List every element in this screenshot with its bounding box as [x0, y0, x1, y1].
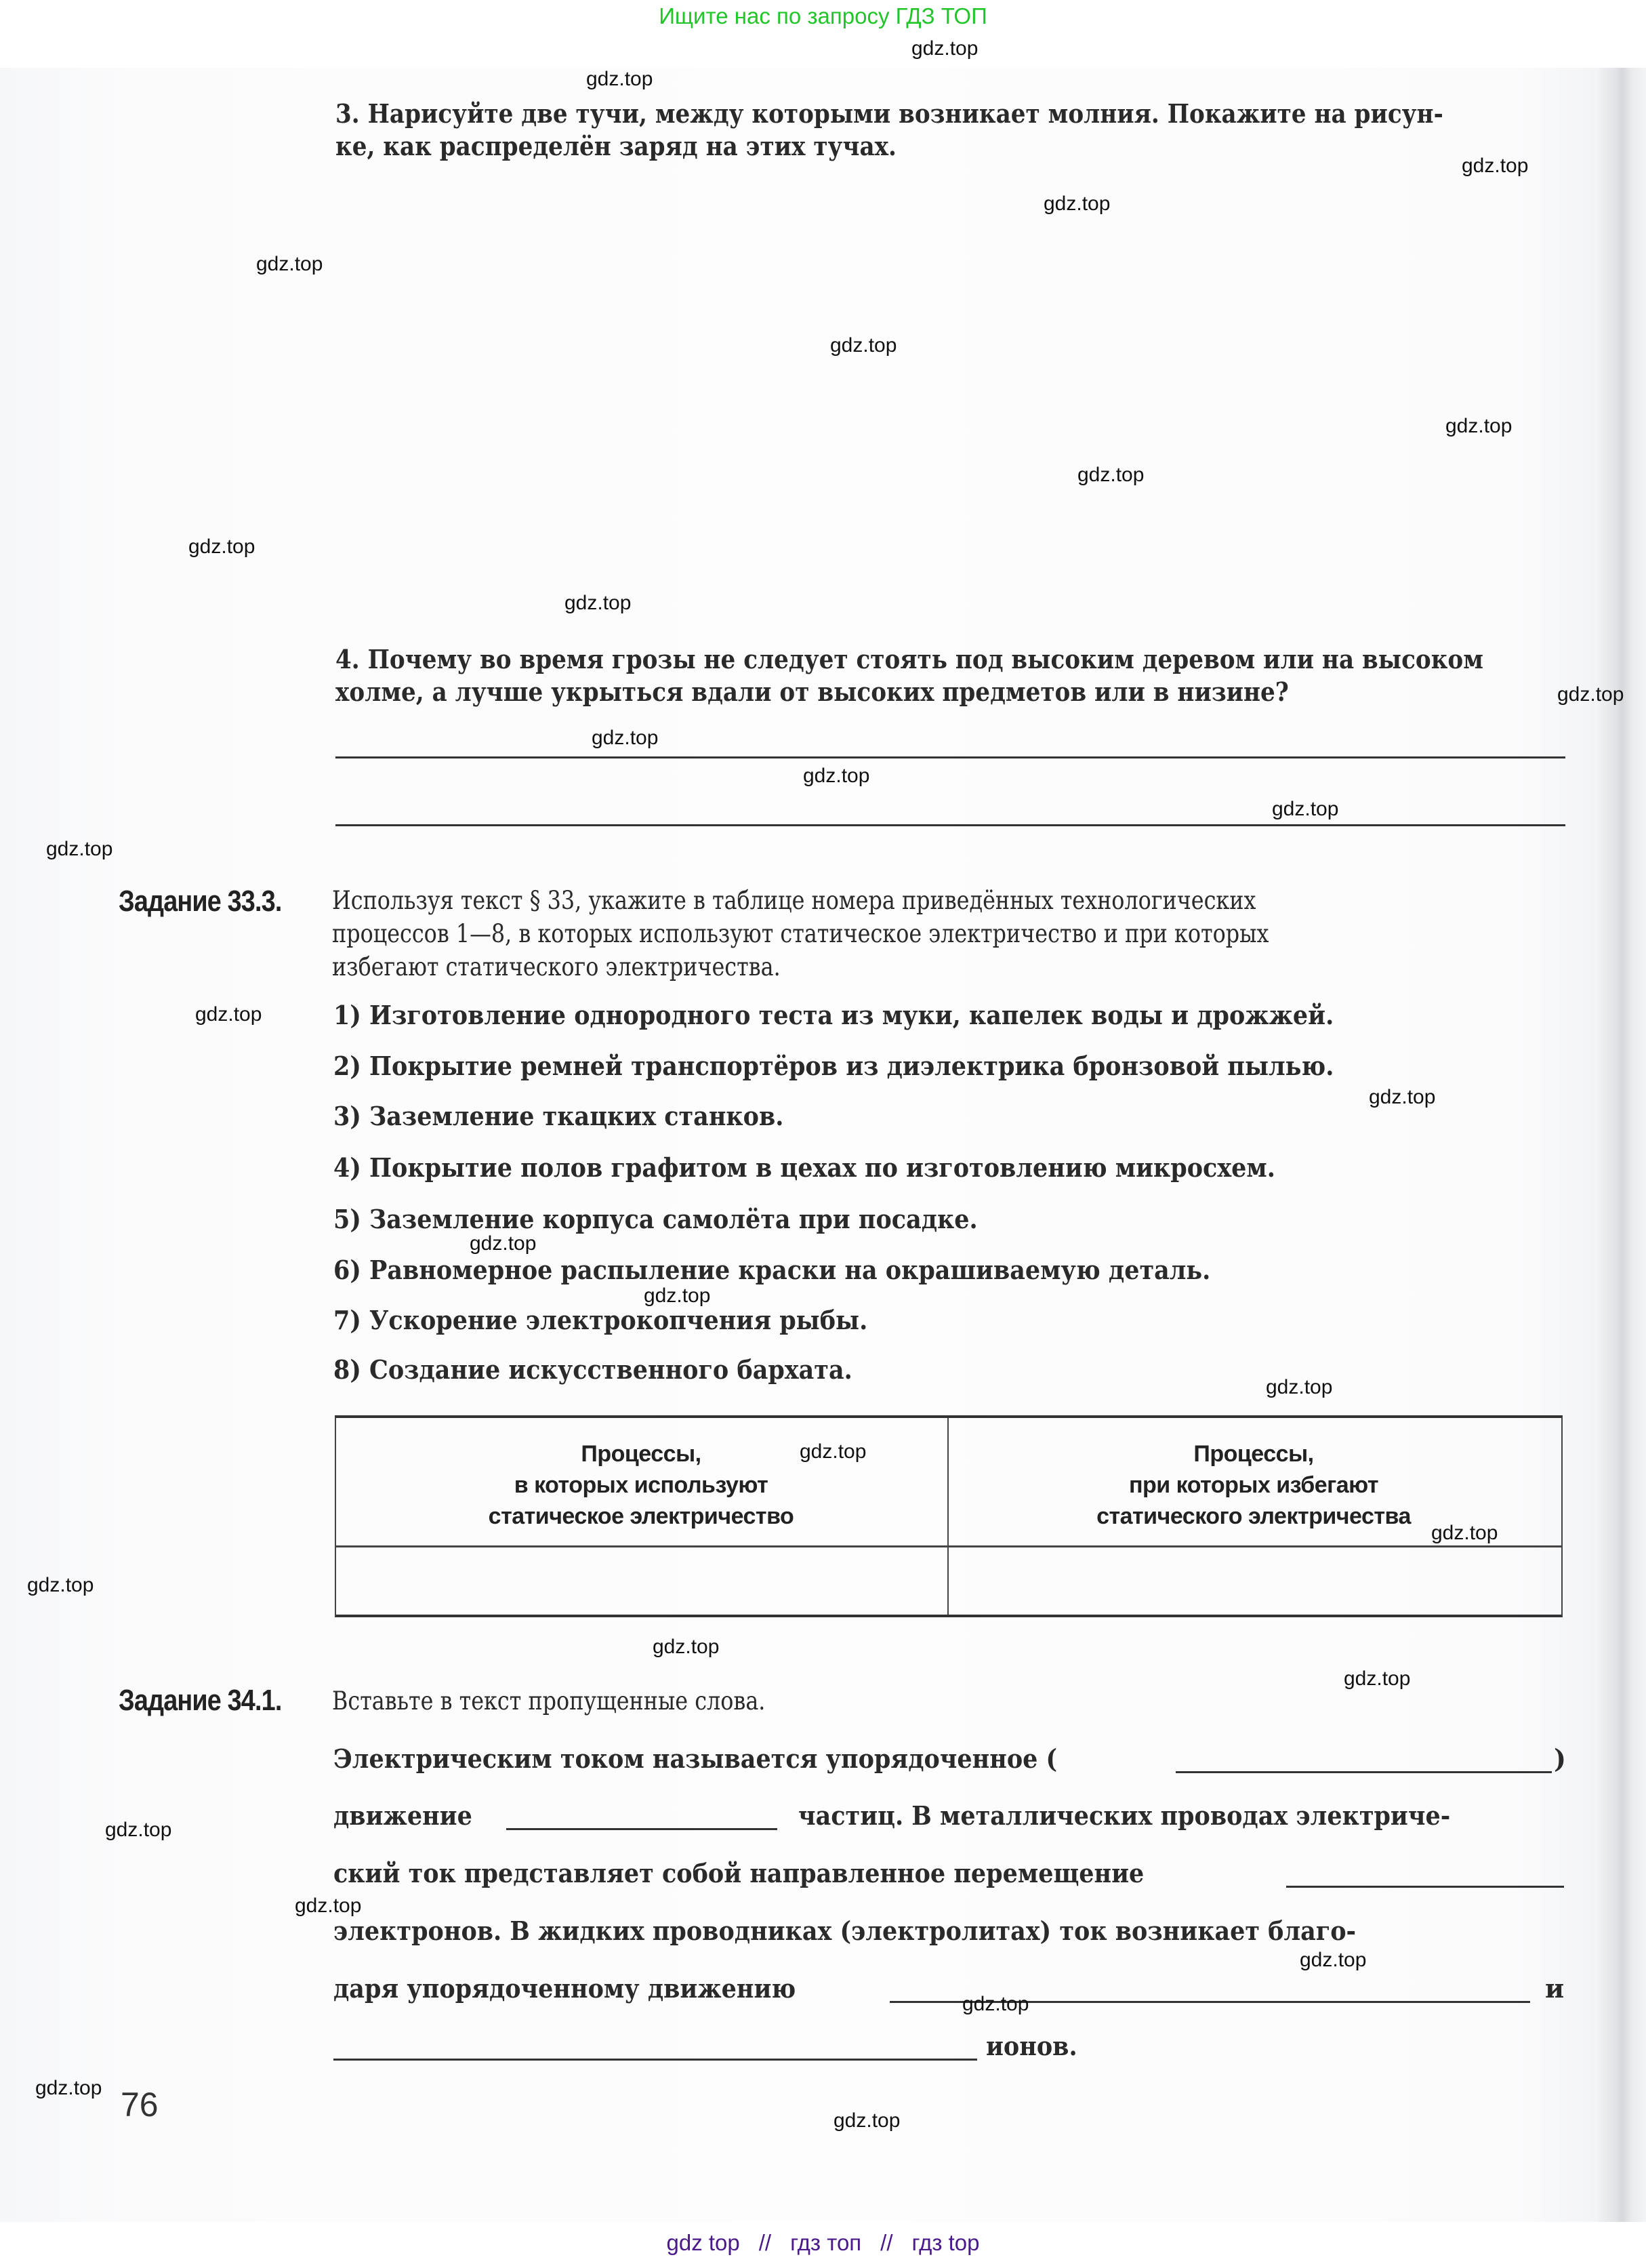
watermark: gdz.top	[1077, 464, 1145, 486]
processes-table	[335, 1415, 1563, 1617]
header-1-line-1: Процессы,	[581, 1441, 701, 1467]
question-4-line-2: холме, а лучше укрыться вдали от высоких предметов или в низине?	[335, 676, 1289, 707]
task-34-1-title: Задание 34.1.	[119, 1684, 282, 1717]
textbook-page	[0, 68, 1646, 2222]
watermark: gdz.top	[1272, 798, 1339, 820]
question-3-line-1: 3. Нарисуйте две тучи, между которыми возникает молния. Покажите на рисун-	[335, 98, 1443, 129]
watermark: gdz.top	[35, 2077, 102, 2099]
process-item-1: 1) Изготовление однородного теста из муки, капелек воды и дрожжей.	[333, 1000, 1334, 1030]
watermark: gdz.top	[195, 1003, 262, 1026]
watermark: gdz.top	[105, 1819, 172, 1841]
watermark: gdz.top	[1369, 1086, 1436, 1108]
table-cell-uses-static[interactable]	[336, 1547, 946, 1615]
footer-separator: //	[758, 2230, 772, 2255]
search-banner: Ищите нас по запросу ГДЗ ТОП	[659, 3, 987, 28]
footer-link-gdz-top[interactable]: gdz top	[666, 2230, 740, 2255]
watermark: gdz.top	[803, 765, 870, 787]
process-item-3: 3) Заземление ткацких станков.	[333, 1101, 784, 1131]
fill-line-2-after: частиц. В металлических проводах электриче-	[798, 1800, 1451, 1831]
task-33-3-instruction-1: Используя текст § 33, укажите в таблице номера приведённых технологических	[332, 886, 1256, 915]
header-2-line-2: при которых избегают	[1128, 1472, 1379, 1498]
watermark: gdz.top	[653, 1636, 720, 1658]
table-cell-avoids-static[interactable]	[949, 1547, 1559, 1615]
process-item-7: 7) Ускорение электрокопчения рыбы.	[333, 1305, 868, 1335]
process-item-5: 5) Заземление корпуса самолёта при посадке.	[333, 1204, 978, 1234]
watermark: gdz.top	[188, 535, 255, 558]
question-4-line-1: 4. Почему во время грозы не следует стоять под высоким деревом или на высоком	[335, 644, 1483, 674]
watermark: gdz.top	[962, 1993, 1029, 2015]
watermark: gdz.top	[564, 592, 632, 614]
fill-line-6-after: ионов.	[986, 2031, 1077, 2061]
task-33-3-instruction-3: избегают статического электричества.	[332, 952, 781, 981]
watermark: gdz.top	[830, 334, 897, 357]
process-item-4: 4) Покрытие полов графитом в цехах по изготовлению микросхем.	[333, 1152, 1275, 1183]
watermark: gdz.top	[1044, 193, 1111, 215]
watermark: gdz.top	[834, 2109, 901, 2132]
watermark: gdz.top	[1300, 1949, 1367, 1971]
header-1-line-2: в которых используют	[514, 1472, 768, 1498]
process-item-6: 6) Равномерное распыление краски на окрашиваемую деталь.	[333, 1255, 1211, 1285]
header-2-line-1: Процессы,	[1193, 1441, 1314, 1467]
watermark: gdz.top	[27, 1574, 94, 1596]
fill-line-3-text: ский ток представляет собой направленное перемещение	[333, 1858, 1145, 1888]
footer-link-gdz-top-mixed[interactable]: гдз top	[911, 2230, 980, 2255]
question-3-line-2: ке, как распределён заряд на этих тучах.	[335, 131, 897, 161]
watermark: gdz.top	[256, 253, 323, 275]
watermark: gdz.top	[586, 68, 653, 90]
fill-line-5-text: даря упорядоченному движению	[333, 1973, 796, 2004]
watermark: gdz.top	[592, 727, 659, 749]
task-34-1-instruction: Вставьте в текст пропущенные слова.	[332, 1686, 766, 1716]
fill-line-2-text: движение	[333, 1800, 472, 1831]
blank-1[interactable]	[1176, 1771, 1552, 1773]
fill-line-5-after: и	[1545, 1973, 1565, 2004]
footer-links	[0, 2230, 1646, 2256]
header-2-line-3: статического электричества	[1096, 1503, 1411, 1529]
blank-5[interactable]	[333, 2059, 977, 2061]
page-number: 76	[121, 2086, 159, 2124]
watermark: gdz.top	[644, 1284, 711, 1307]
watermark: gdz.top	[295, 1895, 362, 1917]
watermark: gdz.top	[1266, 1376, 1333, 1398]
fill-line-4-text: электронов. В жидких проводниках (электролитах) ток возникает благо-	[333, 1916, 1357, 1946]
table-header-avoids-static	[949, 1438, 1559, 1532]
task-33-3-instruction-2: процессов 1—8, в которых используют статическое электричество и при которых	[332, 919, 1269, 948]
task-33-3-title: Задание 33.3.	[119, 885, 282, 918]
process-item-2: 2) Покрытие ремней транспортёров из диэлектрика бронзовой пылью.	[333, 1051, 1334, 1081]
watermark: gdz.top	[1344, 1667, 1411, 1690]
page-binding-shadow	[1599, 68, 1646, 2222]
watermark: gdz.top	[470, 1232, 537, 1255]
answer-line-q4-2[interactable]	[335, 824, 1565, 826]
watermark: gdz.top	[800, 1440, 867, 1463]
fill-line-1-text: Электрическим током называется упорядоченное (	[333, 1743, 1058, 1774]
watermark: gdz.top	[911, 37, 979, 60]
blank-2[interactable]	[506, 1828, 777, 1830]
watermark: gdz.top	[1462, 155, 1529, 177]
answer-line-q4-1[interactable]	[335, 756, 1565, 758]
footer-separator: //	[880, 2230, 893, 2255]
blank-3[interactable]	[1286, 1886, 1564, 1888]
watermark: gdz.top	[1445, 415, 1513, 437]
process-item-8: 8) Создание искусственного бархата.	[333, 1354, 852, 1385]
fill-line-1-after: )	[1554, 1743, 1566, 1774]
header-1-line-3: статическое электричество	[488, 1503, 794, 1529]
watermark: gdz.top	[1431, 1522, 1498, 1544]
watermark: gdz.top	[46, 838, 113, 860]
watermark: gdz.top	[1557, 683, 1624, 706]
footer-link-gdz-top-ru[interactable]: гдз топ	[790, 2230, 862, 2255]
